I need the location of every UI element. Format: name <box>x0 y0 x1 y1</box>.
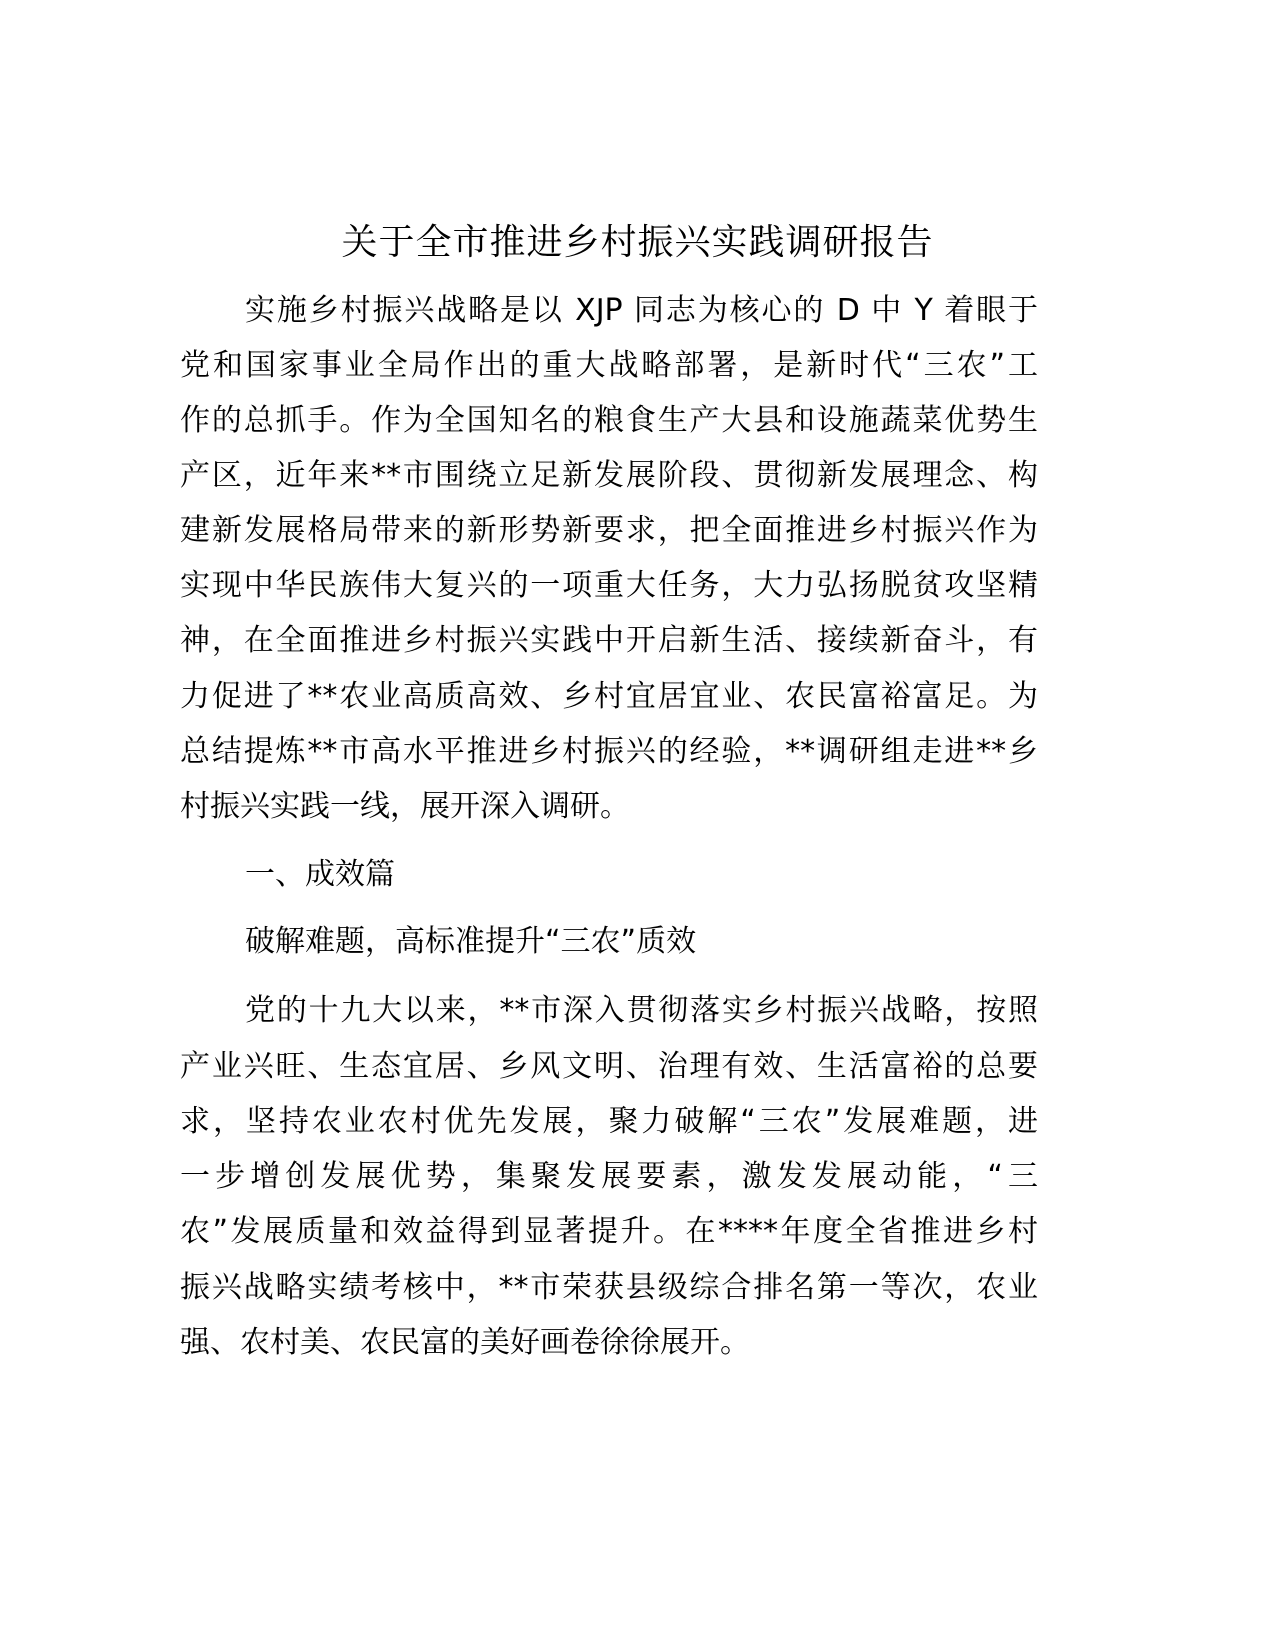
paragraph-line: 产业兴旺、生态宜居、乡风文明、治理有效、生活富裕的总要 <box>180 1049 1038 1084</box>
paragraph-line: 作的总抓手。作为全国知名的粮食生产大县和设施蔬菜优势生 <box>180 403 1038 438</box>
subheading: 破解难题，高标准提升“三农”质效 <box>245 924 697 959</box>
paragraph-line: 实现中华民族伟大复兴的一项重大任务，大力弘扬脱贫攻坚精 <box>180 568 1038 603</box>
paragraph-line: 建新发展格局带来的新形势新要求，把全面推进乡村振兴作为 <box>180 513 1038 548</box>
paragraph-line: 总结提炼**市高水平推进乡村振兴的经验，**调研组走进**乡 <box>180 734 1038 769</box>
paragraph-line: 振兴战略实绩考核中，**市荣获县级综合排名第一等次，农业 <box>180 1270 1038 1305</box>
paragraph-line: 村振兴实践一线，展开深入调研。 <box>180 789 630 824</box>
paragraph-line: 神，在全面推进乡村振兴实践中开启新生活、接续新奋斗，有 <box>180 623 1038 658</box>
section-heading: 一、成效篇 <box>245 857 395 892</box>
paragraph-line: 党和国家事业全局作出的重大战略部署，是新时代“三农”工 <box>180 348 1038 383</box>
paragraph-line: 党的十九大以来，**市深入贯彻落实乡村振兴战略，按照 <box>245 993 1038 1028</box>
paragraph-line: 产区，近年来**市围绕立足新发展阶段、贯彻新发展理念、构 <box>180 458 1038 493</box>
paragraph-line: 一步增创发展优势，集聚发展要素，激发发展动能，“三 <box>180 1159 1038 1194</box>
paragraph-line: 农”发展质量和效益得到显著提升。在****年度全省推进乡村 <box>180 1214 1038 1249</box>
document-title: 关于全市推进乡村振兴实践调研报告 <box>341 222 934 263</box>
paragraph-line: 实施乡村振兴战略是以 XJP 同志为核心的 D 中 Y 着眼于 <box>245 293 1038 328</box>
paragraph-line: 力促进了**农业高质高效、乡村宜居宜业、农民富裕富足。为 <box>180 679 1038 714</box>
paragraph-line: 强、农村美、农民富的美好画卷徐徐展开。 <box>180 1325 750 1360</box>
paragraph-line: 求，坚持农业农村优先发展，聚力破解“三农”发展难题，进 <box>180 1104 1038 1139</box>
